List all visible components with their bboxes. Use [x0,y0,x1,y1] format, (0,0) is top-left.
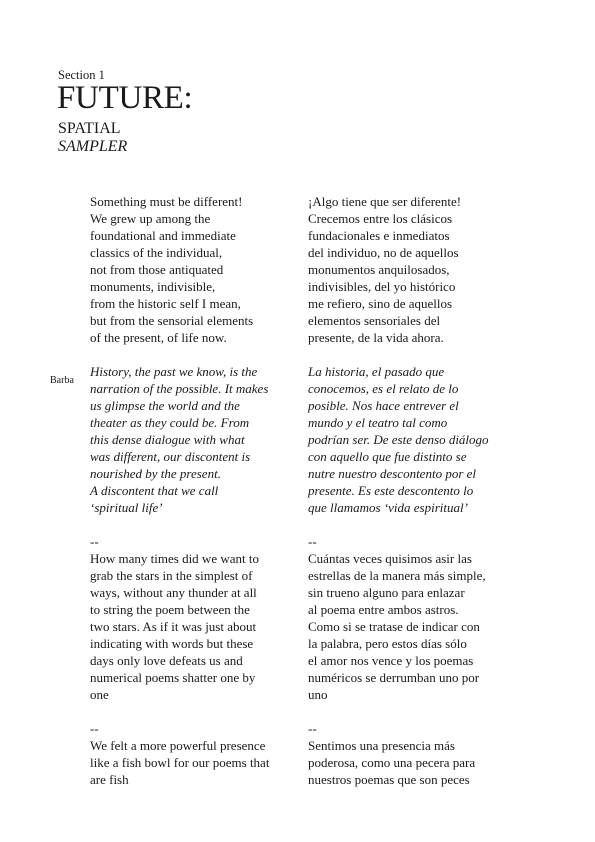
spanish-stanza-3: -- Cuántas veces quisimos asir las estrellas de la manera más simple, sin trueno alguno para enlazar al poema entre ambos astros. Como si se tratase de indicar con la palabra, pero estos días sólo el amor nos vence y los poemas numéricos se derrumban uno por uno [308,534,486,702]
english-stanza-3: -- How many times did we want to grab the stars in the simplest of ways, without any thunder at all to string the poem between the two stars. As if it was just about indicating with words but these days only love defeats us and numerical poems shatter one by one [90,534,259,702]
subtitle-line-2: SAMPLER [58,138,128,155]
subtitle-line-1: SPATIAL [58,120,121,137]
spanish-stanza-4: -- Sentimos una presencia más poderosa, como una pecera para nuestros poemas que son peces [308,721,476,787]
spanish-stanza-2: La historia, el pasado que conocemos, es el relato de lo posible. Nos hace entrever el mundo y el teatro tal como podrían ser. De este denso diálogo con aquello que fue distinto se nutre nuestro descontento por el presente. Es este descontento lo que llamamos ‘vida espiritual’ [308,364,489,515]
english-stanza-2: History, the past we know, is the narration of the possible. It makes us glimpse the world and the theater as they could be. From this dense dialogue with what was different, our discontent is nourished by the present. A discontent that we call ‘spiritual life’ [90,364,269,515]
margin-note: Barba [50,375,74,386]
section-label: Section 1 [58,68,105,82]
spanish-stanza-1: ¡Algo tiene que ser diferente! Crecemos entre los clásicos fundacionales e inmediatos del individuo, no de aquellos monumentos anquilosados, indivisibles, del yo histórico me refiero, sino de aquellos elementos sensoriales del presente, de la vida ahora. [308,194,462,345]
english-stanza-4: -- We felt a more powerful presence like a fish bowl for our poems that are fish [90,721,270,787]
page-title: FUTURE: [57,80,193,116]
subtitle [58,120,127,156]
english-stanza-1: Something must be different! We grew up among the foundational and immediate classics of the individual, not from those antiquated monuments, indivisible, from the historic self I mean, but from the sensorial elements of the present, of life now. [90,194,254,345]
